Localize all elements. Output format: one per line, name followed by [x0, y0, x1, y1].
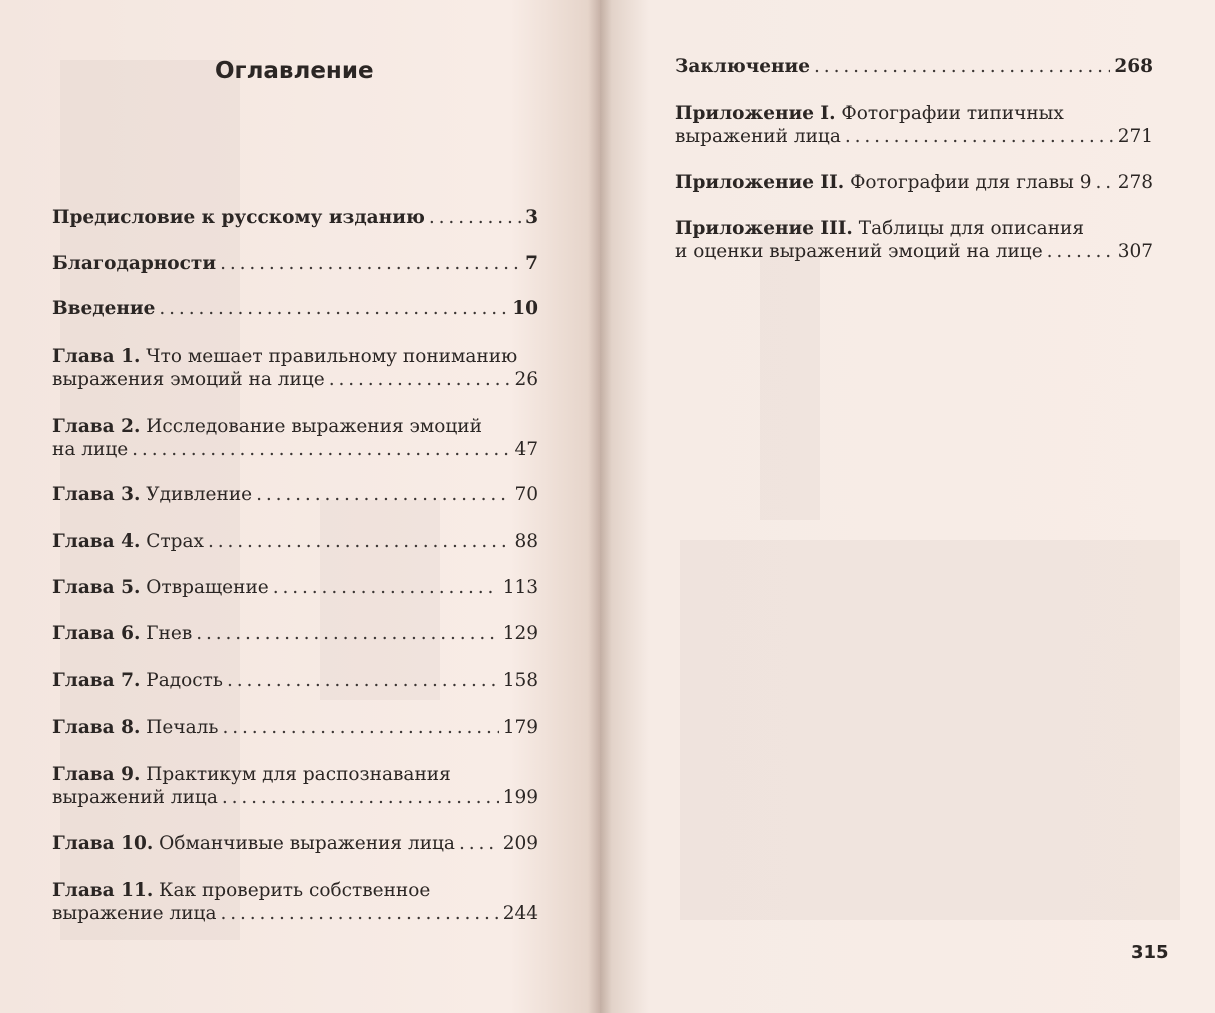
- right-page: [600, 0, 1215, 1013]
- leader-dots: [208, 530, 510, 553]
- toc-chapter-label: Глава 10.: [52, 833, 154, 854]
- leader-dots: [196, 622, 498, 645]
- toc-page-number: 70: [514, 484, 538, 505]
- toc-entry[interactable]: [52, 297, 538, 320]
- toc-entry[interactable]: [52, 622, 538, 645]
- toc-chapter-title: Обманчивые выражения лица: [159, 833, 455, 854]
- toc-entry[interactable]: [52, 530, 538, 553]
- toc-entry[interactable]: [52, 576, 538, 599]
- leader-dots: [256, 483, 510, 506]
- leader-dots: [329, 368, 511, 391]
- toc-page-number: 26: [514, 369, 538, 390]
- toc-entry[interactable]: [675, 55, 1153, 78]
- toc-chapter-label: Приложение III.: [675, 218, 853, 239]
- leader-dots: [273, 576, 499, 599]
- leader-dots: [159, 297, 508, 320]
- toc-entry[interactable]: [675, 217, 1153, 263]
- toc-chapter-label: Глава 11.: [52, 880, 154, 901]
- leader-dots: [459, 832, 499, 855]
- toc-page-number: 268: [1114, 56, 1153, 77]
- toc-chapter-label: Глава 7.: [52, 670, 141, 691]
- page-number: 315: [1131, 942, 1169, 963]
- toc-chapter-title: Таблицы для описания: [858, 218, 1085, 239]
- toc-chapter-title: Страх: [146, 531, 204, 552]
- leader-dots: [814, 55, 1110, 78]
- toc-chapter-label: Глава 5.: [52, 577, 141, 598]
- toc-entry[interactable]: [52, 345, 538, 391]
- leader-dots: [429, 206, 521, 229]
- toc-chapter-title-cont: выражений лица: [675, 126, 841, 147]
- toc-chapter-label: Приложение I.: [675, 103, 836, 124]
- toc-page-number: 307: [1117, 241, 1153, 262]
- leader-dots: [1096, 171, 1114, 194]
- toc-page-number: 7: [525, 253, 538, 274]
- toc-chapter-label: Глава 3.: [52, 484, 141, 505]
- toc-entry-label: Благодарности: [52, 253, 217, 274]
- toc-page-number: 3: [525, 207, 538, 228]
- toc-entry[interactable]: [675, 102, 1153, 148]
- leader-dots: [1047, 240, 1114, 263]
- toc-entry[interactable]: [675, 171, 1153, 194]
- toc-chapter-title: Фотографии типичных: [841, 103, 1064, 124]
- leader-dots: [222, 786, 499, 809]
- toc-chapter-title: Как проверить собственное: [159, 880, 431, 901]
- toc-chapter-title: Удивление: [146, 484, 253, 505]
- toc-chapter-label: Глава 8.: [52, 717, 141, 738]
- toc-chapter-label: Глава 9.: [52, 764, 141, 785]
- toc-entry[interactable]: [52, 483, 538, 506]
- toc-entry[interactable]: [52, 716, 538, 739]
- toc-chapter-label: Глава 1.: [52, 346, 141, 367]
- toc-chapter-title: Исследование выражения эмоций: [146, 416, 482, 437]
- toc-chapter-title-cont: и оценки выражений эмоций на лице: [675, 241, 1043, 262]
- leader-dots: [220, 252, 521, 275]
- leader-dots: [222, 716, 498, 739]
- toc-chapter-label: Глава 2.: [52, 416, 141, 437]
- toc-entry-label: Заключение: [675, 56, 811, 77]
- toc-entry-label: Введение: [52, 298, 156, 319]
- toc-chapter-title: Гнев: [146, 623, 193, 644]
- left-page: [0, 0, 600, 1013]
- toc-chapter-title-cont: выражения эмоций на лице: [52, 369, 325, 390]
- toc-chapter-label: Глава 6.: [52, 623, 141, 644]
- toc-page-number: 129: [502, 623, 538, 644]
- leader-dots: [227, 669, 499, 692]
- toc-chapter-title: Что мешает правильному пониманию: [146, 346, 518, 367]
- toc-page-number: 179: [502, 717, 538, 738]
- toc-chapter-title-cont: выражение лица: [52, 903, 217, 924]
- toc-chapter-title: Практикум для распознавания: [146, 764, 451, 785]
- toc-page-number: 244: [502, 903, 538, 924]
- toc-entry-label: Предисловие к русскому изданию: [52, 207, 425, 228]
- toc-entry[interactable]: [52, 252, 538, 275]
- toc-page-number: 209: [502, 833, 538, 854]
- toc-chapter-title: Радость: [146, 670, 223, 691]
- toc-entry[interactable]: [52, 763, 538, 809]
- leader-dots: [132, 438, 510, 461]
- toc-chapter-label: Глава 4.: [52, 531, 141, 552]
- toc-chapter-title: Фотографии для главы 9: [850, 172, 1092, 193]
- toc-page-number: 88: [514, 531, 538, 552]
- toc-entry[interactable]: [52, 832, 538, 855]
- toc-page-number: 271: [1117, 126, 1153, 147]
- toc-chapter-title-cont: выражений лица: [52, 787, 218, 808]
- toc-chapter-label: Приложение II.: [675, 172, 845, 193]
- toc-entry[interactable]: [52, 879, 538, 925]
- toc-page-number: 10: [512, 298, 538, 319]
- toc-chapter-title: Печаль: [146, 717, 219, 738]
- page-title: Оглавление: [215, 58, 374, 84]
- toc-entry[interactable]: [52, 206, 538, 229]
- book-gutter: [588, 0, 612, 1013]
- toc-page-number: 278: [1117, 172, 1153, 193]
- leader-dots: [220, 902, 498, 925]
- toc-page-number: 158: [502, 670, 538, 691]
- toc-page-number: 199: [502, 787, 538, 808]
- leader-dots: [845, 125, 1114, 148]
- toc-entry[interactable]: [52, 669, 538, 692]
- toc-entry[interactable]: [52, 415, 538, 461]
- toc-chapter-title: Отвращение: [146, 577, 269, 598]
- toc-chapter-title-cont: на лице: [52, 439, 129, 460]
- toc-page-number: 113: [502, 577, 538, 598]
- toc-page-number: 47: [514, 439, 538, 460]
